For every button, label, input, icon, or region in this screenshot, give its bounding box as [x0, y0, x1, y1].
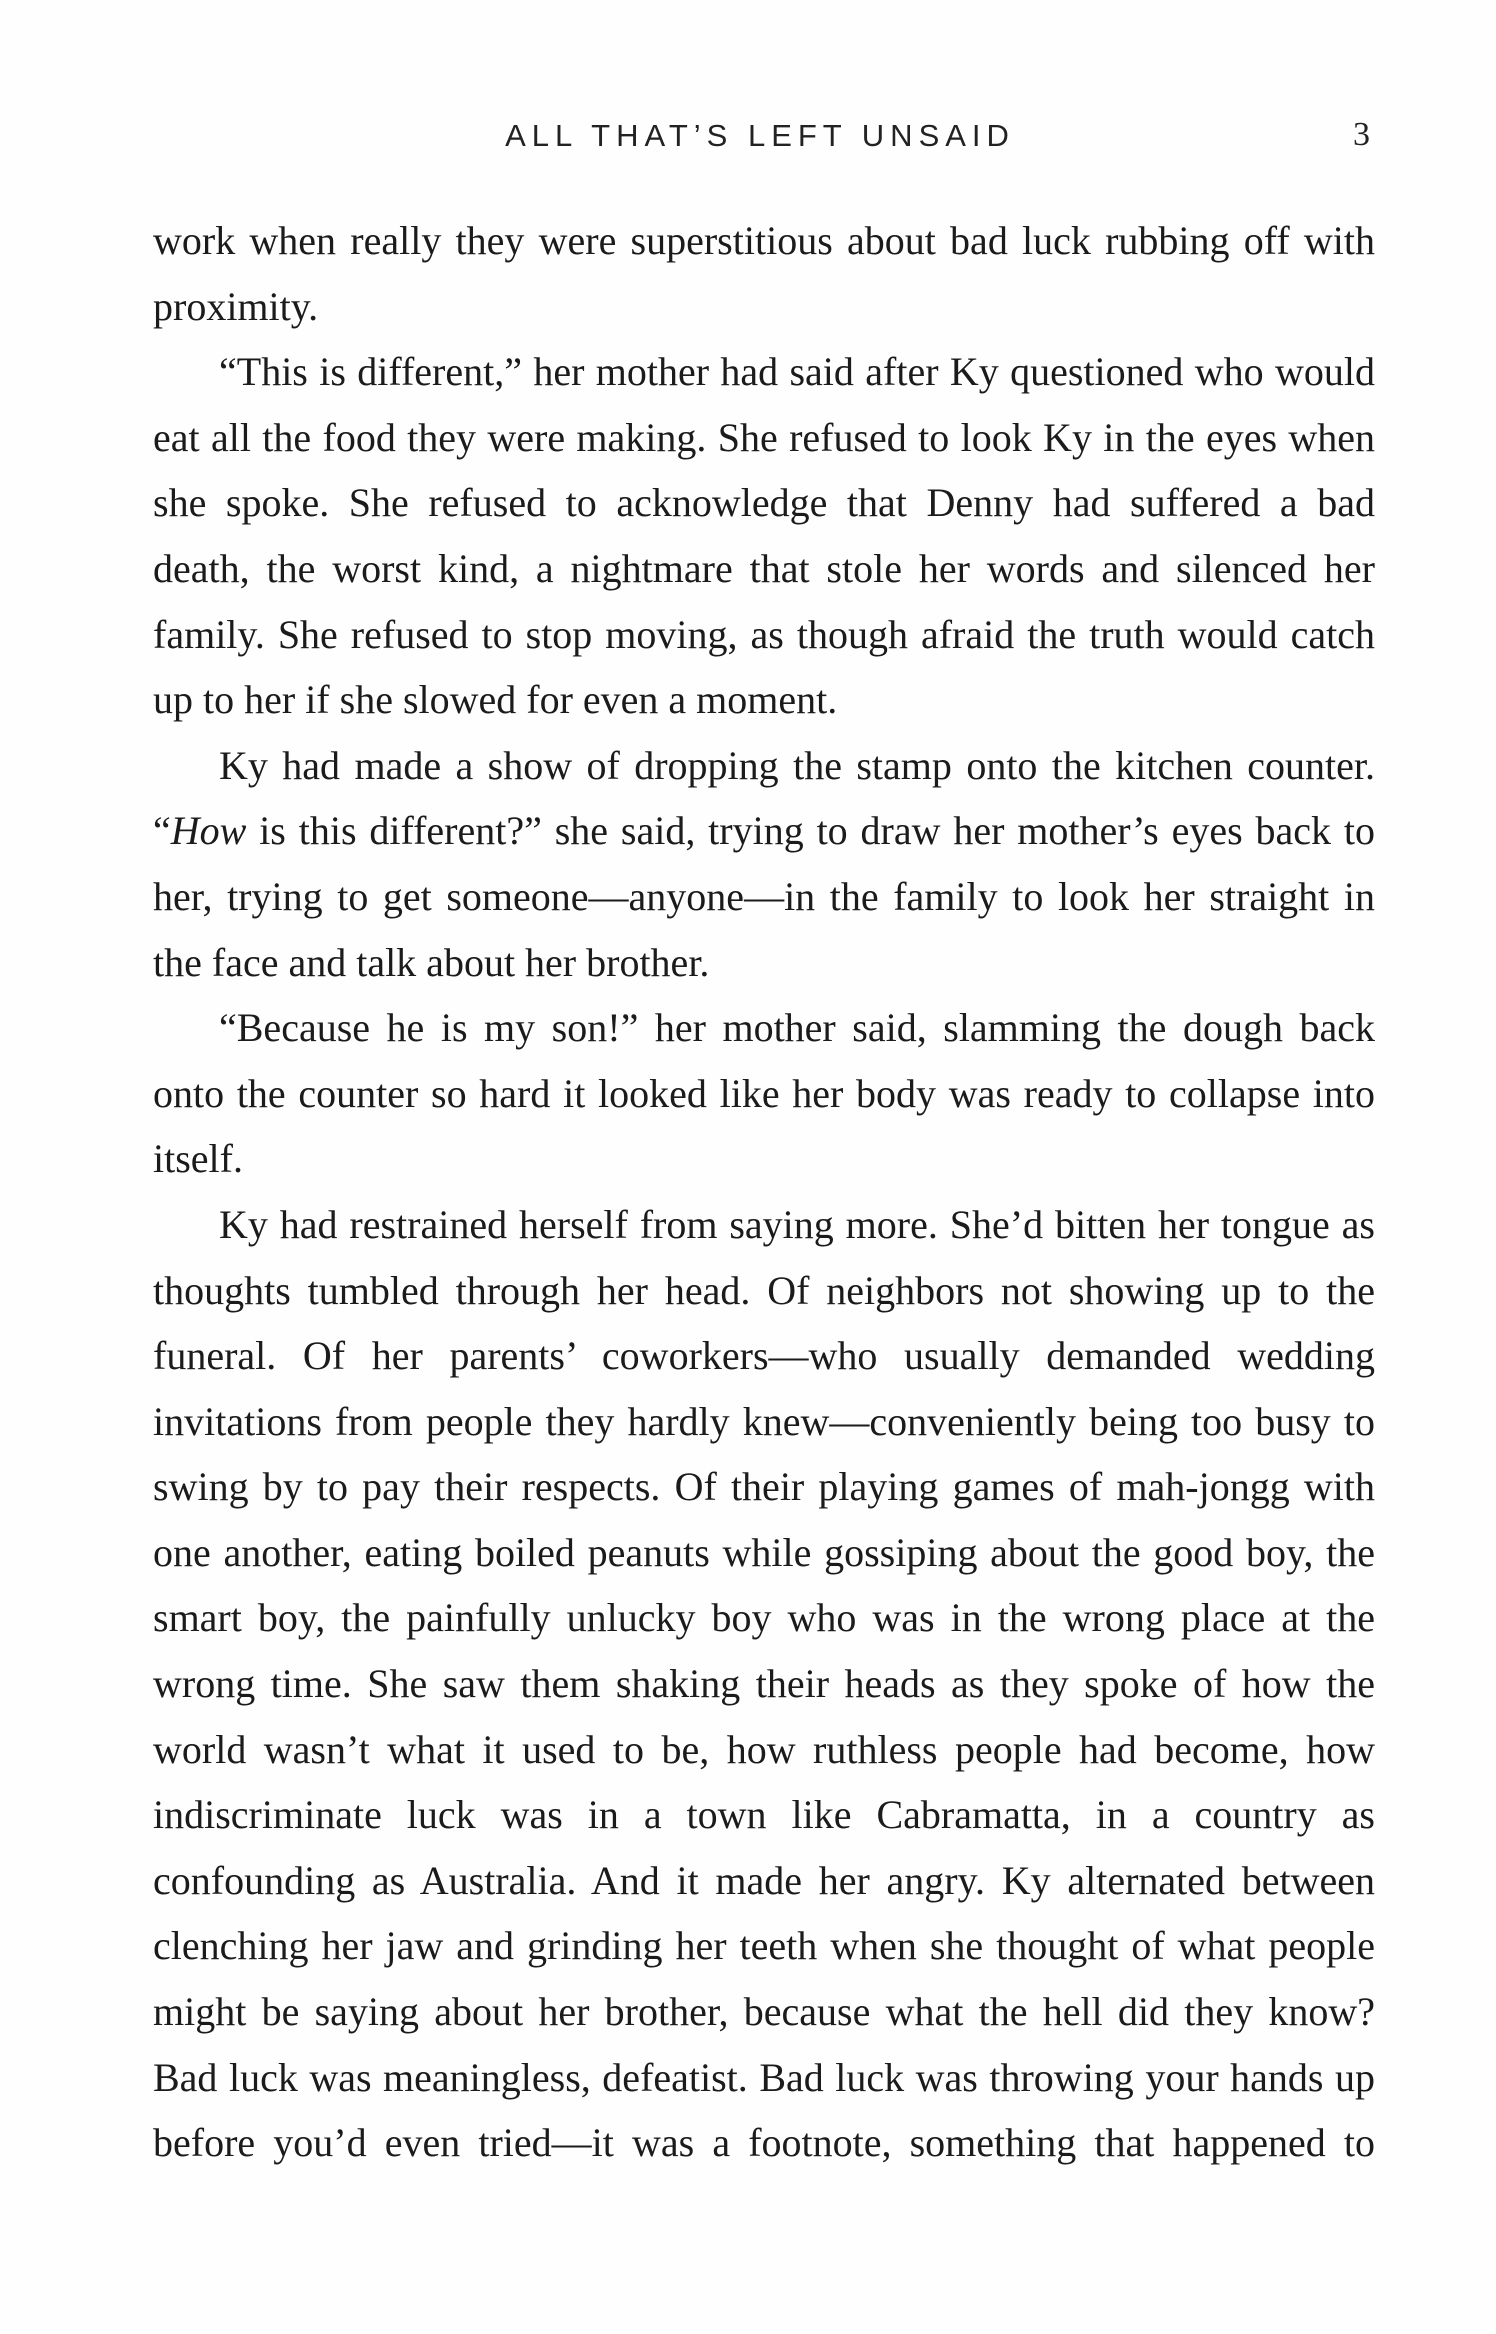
paragraph-3: [153, 733, 1375, 995]
running-title: ALL THAT’S LEFT UNSAID: [505, 118, 1015, 153]
running-head: [150, 118, 1370, 162]
paragraph-3-emphasis: How: [170, 808, 247, 854]
paragraph-5: Ky had restrained herself from saying more. She’d bitten her tongue as thoughts tumbled through her head. Of neighbors not showing up to the funeral. Of her parents’ coworkers—who usually demanded wedding invitations from people they hardly knew—conveniently being too busy to swing by to pay their respects. Of their playing games of mah-jongg with one another, eating boiled peanuts while gossiping about the good boy, the smart boy, the painfully unlucky boy who was in the wrong place at the wrong time. She saw them shaking their heads as they spoke of how the world wasn’t what it used to be, how ruthless people had become, how indiscriminate luck was in a town like Cabramatta, in a country as confounding as Australia. And it made her angry. Ky alternated between clenching her jaw and grinding her teeth when she thought of what people might be saying about her brother, because what the hell did they know? Bad luck was meaningless, defeatist. Bad luck was throwing your hands up before you’d even tried—it was a footnote, something that happened to: [153, 1201, 1375, 2166]
page-number: 3: [1353, 116, 1370, 153]
paragraph-3-lead: Ky had made a show of dropping the stamp onto the kitchen counter. “: [153, 742, 1375, 854]
paragraph-4: “Because he is my son!” her mother said, slamming the dough back onto the counter so hard it looked like her body was ready to collapse into itself.: [153, 1005, 1375, 1182]
paragraph-2: “This is different,” her mother had said after Ky questioned who would eat all the food they were making. She refused to look Ky in the eyes when she spoke. She refused to acknowledge that Denny had suffered a bad death, the worst kind, a nightmare that stole her words and silenced her family. She refused to stop moving, as though afraid the truth would catch up to her if she slowed for even a moment.: [153, 349, 1375, 723]
paragraph-1: work when really they were superstitious about bad luck rubbing off with proximity.: [153, 218, 1375, 329]
paragraph-3-rest: is this different?” she said, trying to draw her mother’s eyes back to her, trying to get someone—anyone—in the family to look her straight in the face and talk about her brother.: [153, 808, 1375, 985]
body-text: [153, 208, 1375, 2176]
